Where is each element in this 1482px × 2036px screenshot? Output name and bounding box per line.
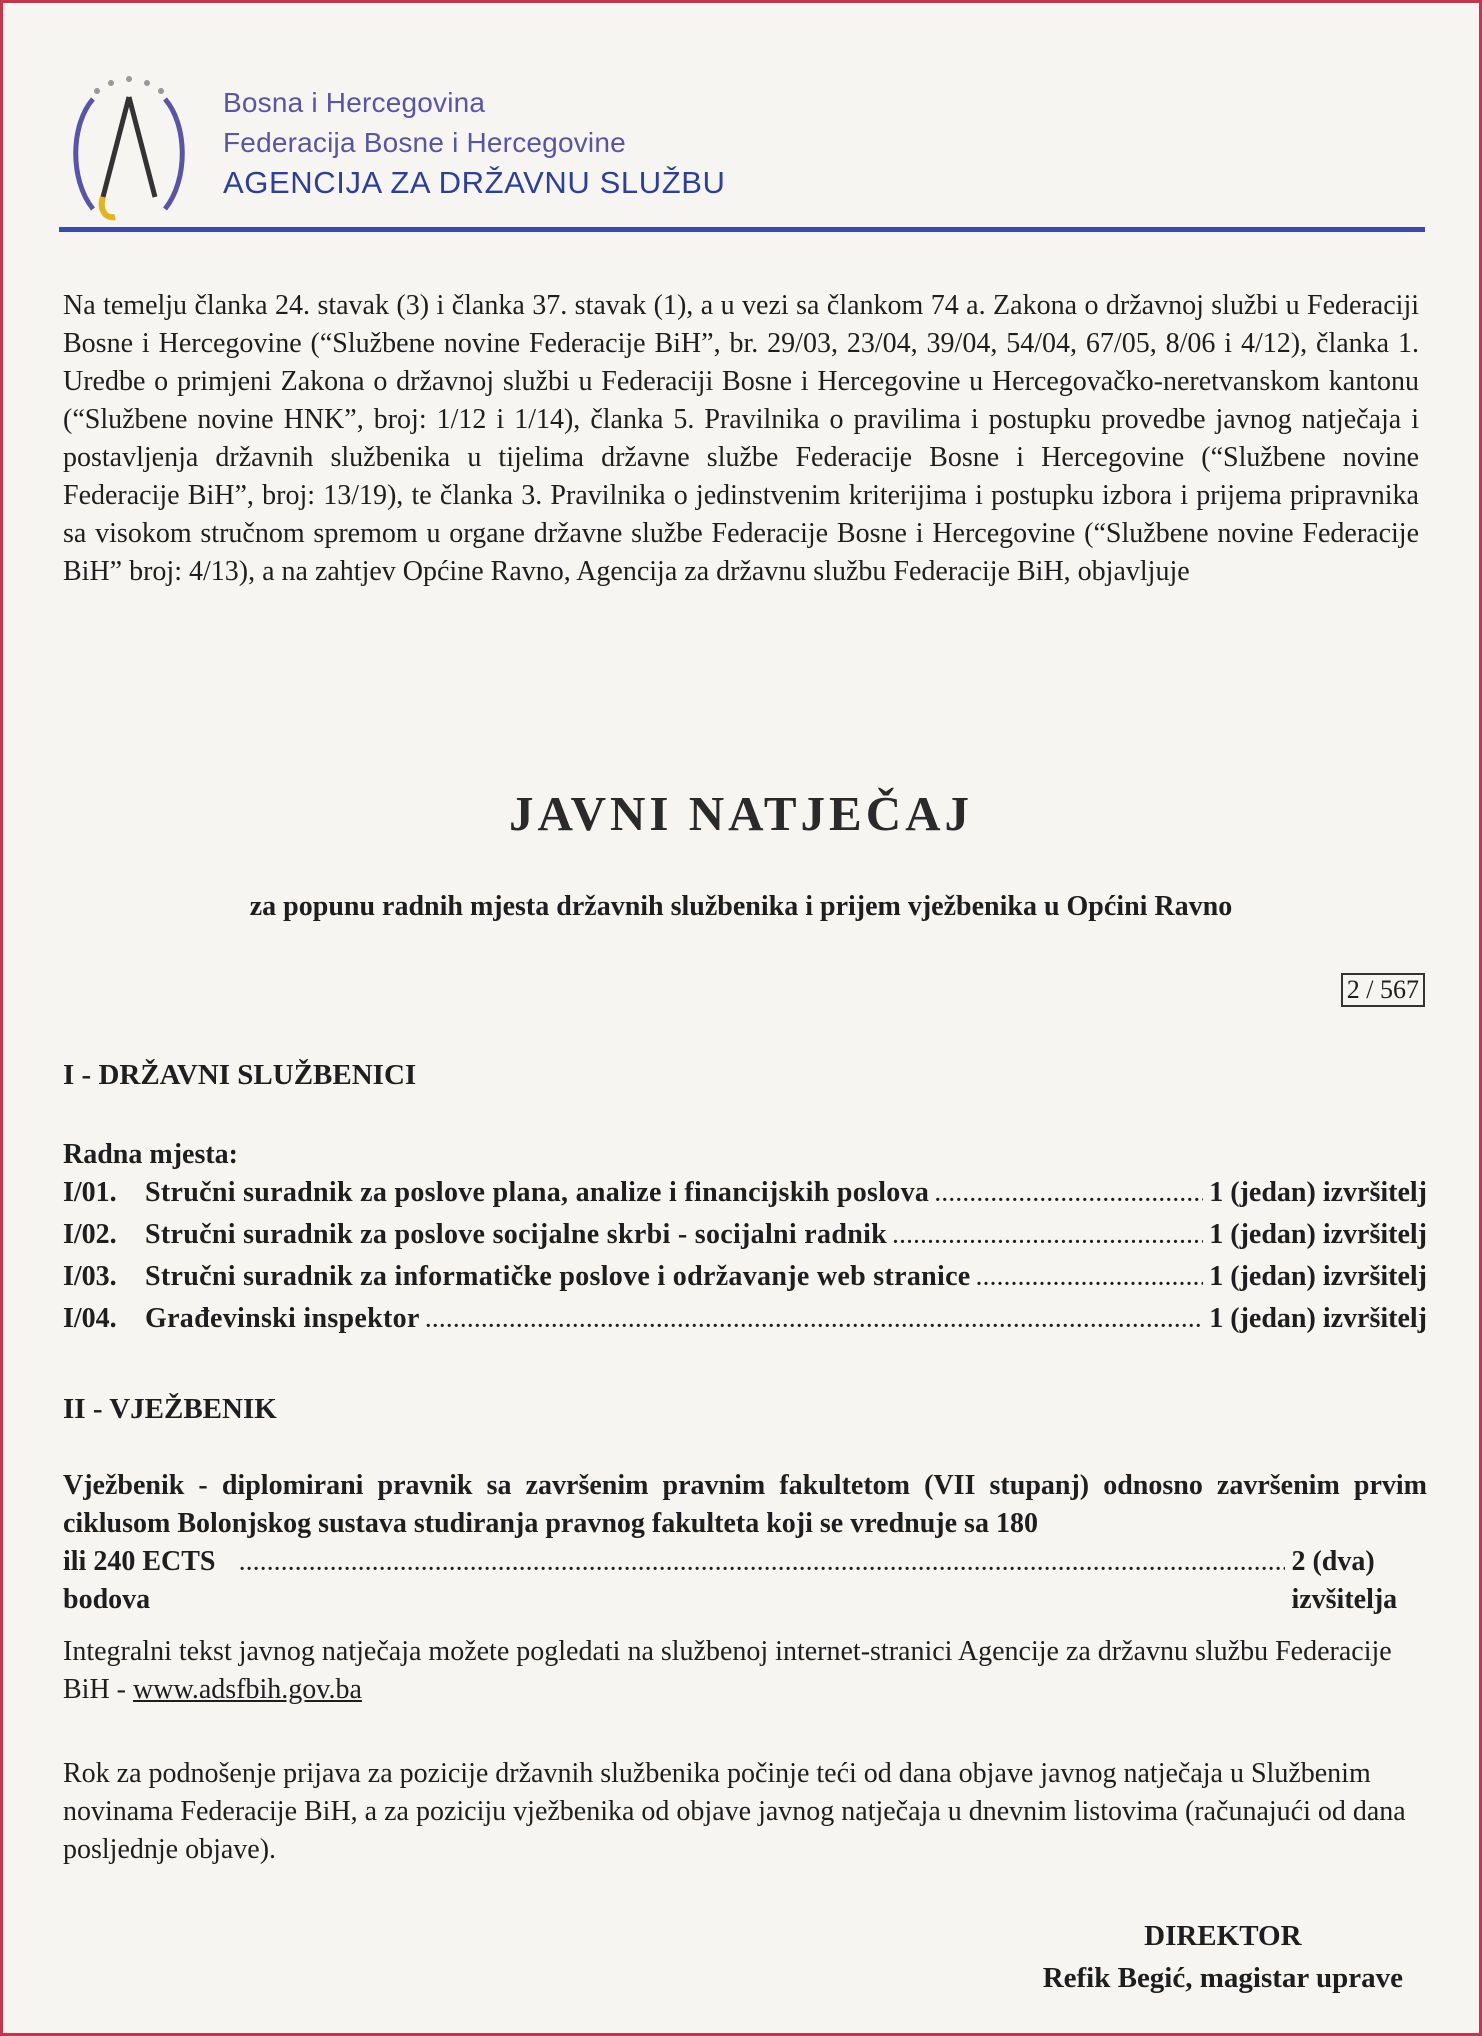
position-row — [63, 1177, 1427, 1219]
section-trainee-heading: II - VJEŽBENIK — [63, 1393, 277, 1425]
position-code: I/03. — [63, 1261, 117, 1292]
positions-list — [63, 1177, 1427, 1345]
agency-logo-icon — [63, 69, 195, 229]
header-divider — [59, 227, 1425, 232]
position-code: I/01. — [63, 1177, 117, 1208]
position-count: 1 (jedan) izvršitelj — [1209, 1219, 1427, 1250]
legal-basis-paragraph: Na temelju članka 24. stavak (3) i članka 37. stavak (1), a u vezi sa člankom 74 a. Zakona o državnoj službi u Federaciji Bosne i Hercegovine (“Službene novine Federacije BiH”, br. 29/03, 23/04, 39/04, 54/04, 67/05, 8/06 i 4/12), članka 1. Uredbe o primjeni Zakona o državnoj službi u Federaciji Bosne i Hercegovine u Hercegovačko-neretvanskom kantonu (“Službene novine HNK”, broj: 1/12 i 1/14), članka 5. Pravilnika o pravilima i postupku provedbe javnog natječaja i postavljenja državnih službenika u tijelima državne službe Federacije Bosne i Hercegovine (“Službene novine Federacije BiH”, broj: 13/19), te članka 3. Pravilnika o jedinstvenim kriterijima i postupku izbora i prijema pripravnika sa visokom stručnom spremom u organe državne službe Federacije Bosne i Hercegovine (“Službene novine Federacije BiH” broj: 4/13), a na zahtjev Općine Ravno, Agencija za državnu službu Federacije BiH, objavljuje — [63, 290, 1419, 587]
trainee-text: Vježbenik - diplomirani pravnik sa završenim pravnim fakultetom (VII stupanj) odnosno završenim prvim ciklusom Bolonjskog sustava studiranja pravnog fakulteta koji se vrednuje sa 180 — [63, 1470, 1427, 1539]
agency-header — [55, 55, 1425, 235]
signature-block — [1043, 1915, 1403, 1999]
position-title: Građevinski inspektor — [145, 1303, 420, 1334]
position-code: I/02. — [63, 1219, 117, 1250]
position-title: Stručni suradnik za poslove plana, analize i financijskih poslova — [145, 1177, 930, 1208]
position-count: 1 (jedan) izvršitelj — [1209, 1261, 1427, 1292]
document-title: JAVNI NATJEČAJ — [509, 786, 973, 841]
position-row — [63, 1219, 1427, 1261]
positions-label: Radna mjesta: — [63, 1139, 238, 1170]
signature-role: DIREKTOR — [1144, 1920, 1302, 1952]
integral-text: Integralni tekst javnog natječaja možete pogledati na službenoj internet-stranici Agencije za državnu službu Federacije BiH - — [63, 1636, 1392, 1705]
signature-name: Refik Begić, magistar uprave — [1042, 1962, 1403, 1994]
integral-text-paragraph — [63, 1633, 1427, 1709]
section-civil-servants-heading: I - DRŽAVNI SLUŽBENICI — [63, 1059, 417, 1091]
leader-dots — [240, 1545, 1286, 1583]
position-count: 1 (jedan) izvršitelj — [1209, 1303, 1427, 1334]
position-row — [63, 1303, 1427, 1345]
trainee-count: 2 (dva) izvšitelja — [1291, 1546, 1398, 1615]
agency-website-link[interactable]: www.adsfbih.gov.ba — [133, 1674, 362, 1705]
trainee-text-end: ili 240 ECTS bodova — [63, 1546, 216, 1615]
leader-dots — [893, 1226, 1203, 1249]
trainee-last-line — [63, 1543, 1427, 1619]
agency-name — [223, 83, 726, 203]
position-code: I/04. — [63, 1303, 117, 1334]
position-title: Stručni suradnik za informatičke poslove i održavanje web stranice — [145, 1261, 971, 1292]
position-title: Stručni suradnik za poslove socijalne skrbi - socijalni radnik — [145, 1219, 888, 1250]
trainee-description — [63, 1467, 1427, 1619]
leader-dots — [426, 1310, 1204, 1333]
document-subtitle: za popunu radnih mjesta državnih službenika i prijem vježbenika u Općini Ravno — [249, 891, 1233, 922]
deadline-paragraph: Rok za podnošenje prijava za pozicije državnih službenika počinje teći od dana objave javnog natječaja u Službenim novinama Federacije BiH, a za poziciju vježbenika od objave javnog natječaja u dnevnim listovima (računajući od dana posljednje objave). — [63, 1758, 1406, 1865]
country-name: Bosna i Hercegovina — [223, 87, 486, 118]
position-count: 1 (jedan) izvršitelj — [1209, 1177, 1427, 1208]
leader-dots — [935, 1184, 1203, 1207]
reference-number: 2 / 567 — [1341, 973, 1425, 1007]
federation-name: Federacija Bosne i Hercegovine — [223, 127, 626, 158]
leader-dots — [977, 1268, 1204, 1291]
agency-title: AGENCIJA ZA DRŽAVNU SLUŽBU — [223, 165, 726, 200]
position-row — [63, 1261, 1427, 1303]
